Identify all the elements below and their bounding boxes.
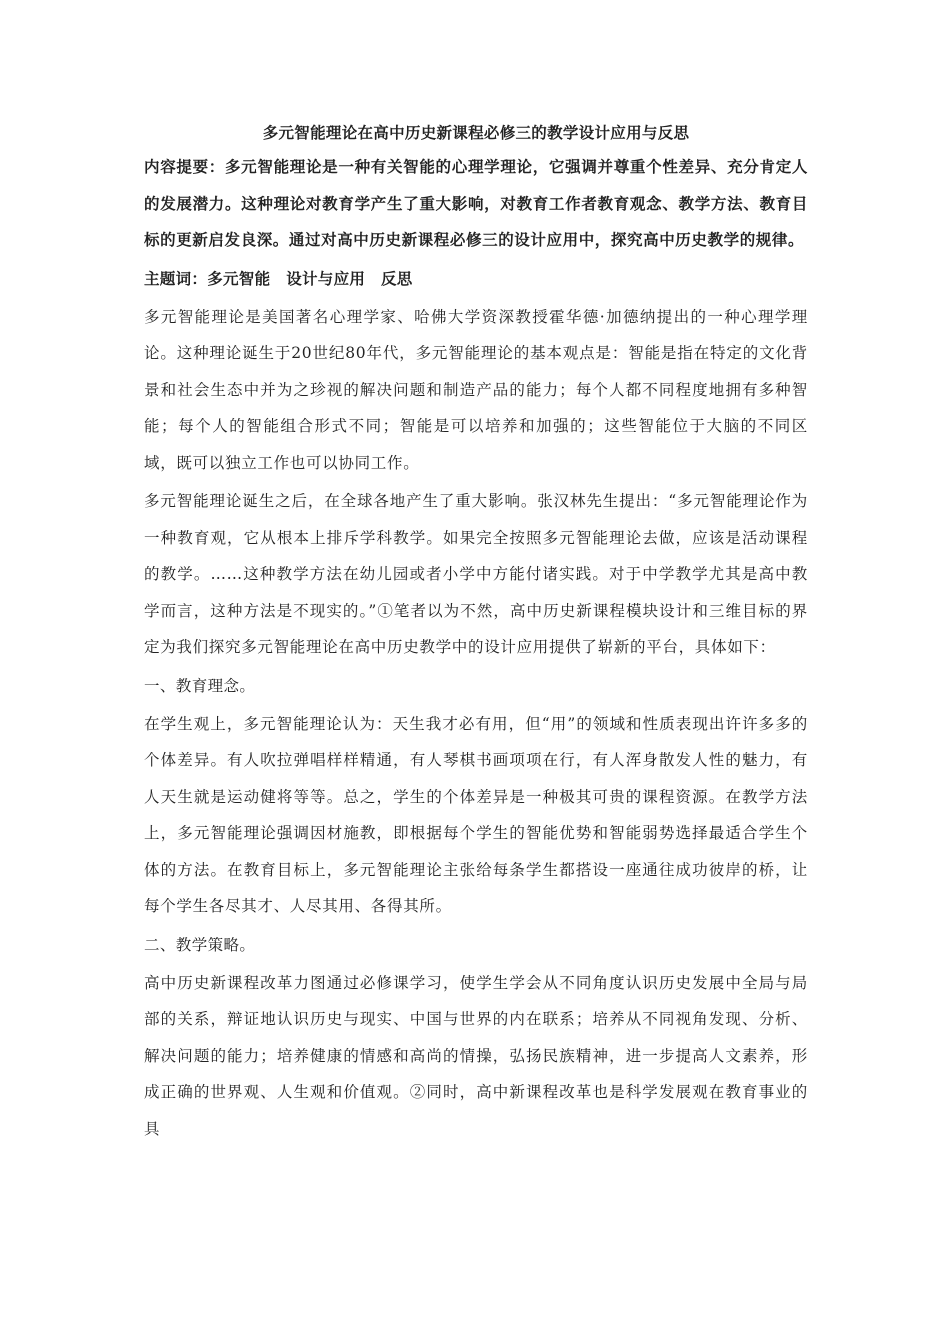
body-paragraph-2: 多元智能理论诞生之后，在全球各地产生了重大影响。张汉林先生提出：“多元智能理论作为一种教育观，它从根本上排斥学科教学。如果完全按照多元智能理论去做，应该是活动课程的教学。……这种教学方法在幼儿园或者小学中方能付诸实践。对于中学教学尤其是高中教学而言，这种方法是不现实的。”①笔者以为不然，高中历史新课程模块设计和三维目标的界定为我们探究多元智能理论在高中历史教学中的设计应用提供了崭新的平台，具体如下： [144, 492, 808, 656]
section-heading-2: 二、教学策略。 [144, 935, 256, 954]
body-paragraph-4: 高中历史新课程改革力图通过必修课学习，使学生学会从不同角度认识历史发展中全局与局部的关系，辩证地认识历史与现实、中国与世界的内在联系；培养从不同视角发现、分析、解决问题的能力；培养健康的情感和高尚的情操，弘扬民族精神，进一步提高人文素养，形成正确的世界观、人生观和价值观。②同时，高中新课程改革也是科学发展观在教育事业的具 [144, 973, 808, 1138]
document-title: 多元智能理论在高中历史新课程必修三的教学设计应用与反思 [262, 123, 690, 142]
document-page [144, 121, 808, 1147]
abstract-paragraph: 内容提要：多元智能理论是一种有关智能的心理学理论，它强调并尊重个性差异、充分肯定人的发展潜力。这种理论对教育学产生了重大影响，对教育工作者教育观念、教学方法、教育目标的更新启发良深。通过对高中历史新课程必修三的设计应用中，探究高中历史教学的规律。 [144, 157, 808, 249]
body-paragraph-1: 多元智能理论是美国著名心理学家、哈佛大学资深教授霍华德·加德纳提出的一种心理学理论。这种理论诞生于20世纪80年代，多元智能理论的基本观点是：智能是指在特定的文化背景和社会生态中并为之珍视的解决问题和制造产品的能力；每个人都不同程度地拥有多种智能；每个人的智能组合形式不同；智能是可以培养和加强的；这些智能位于大脑的不同区域，既可以独立工作也可以协同工作。 [144, 307, 808, 472]
keywords-line: 主题词：多元智能 设计与应用 反思 [144, 268, 413, 288]
body-paragraph-3: 在学生观上，多元智能理论认为：天生我才必有用，但“用”的领域和性质表现出许许多多的个体差异。有人吹拉弹唱样样精通，有人琴棋书画项项在行，有人浑身散发人性的魅力，有人天生就是运动健将等等。总之，学生的个体差异是一种极其可贵的课程资源。在教学方法上，多元智能理论强调因材施教，即根据每个学生的智能优势和智能弱势选择最适合学生个体的方法。在教育目标上，多元智能理论主张给每条学生都搭设一座通往成功彼岸的桥，让每个学生各尽其才、人尽其用、各得其所。 [144, 714, 808, 915]
section-heading-1: 一、教育理念。 [144, 676, 256, 695]
